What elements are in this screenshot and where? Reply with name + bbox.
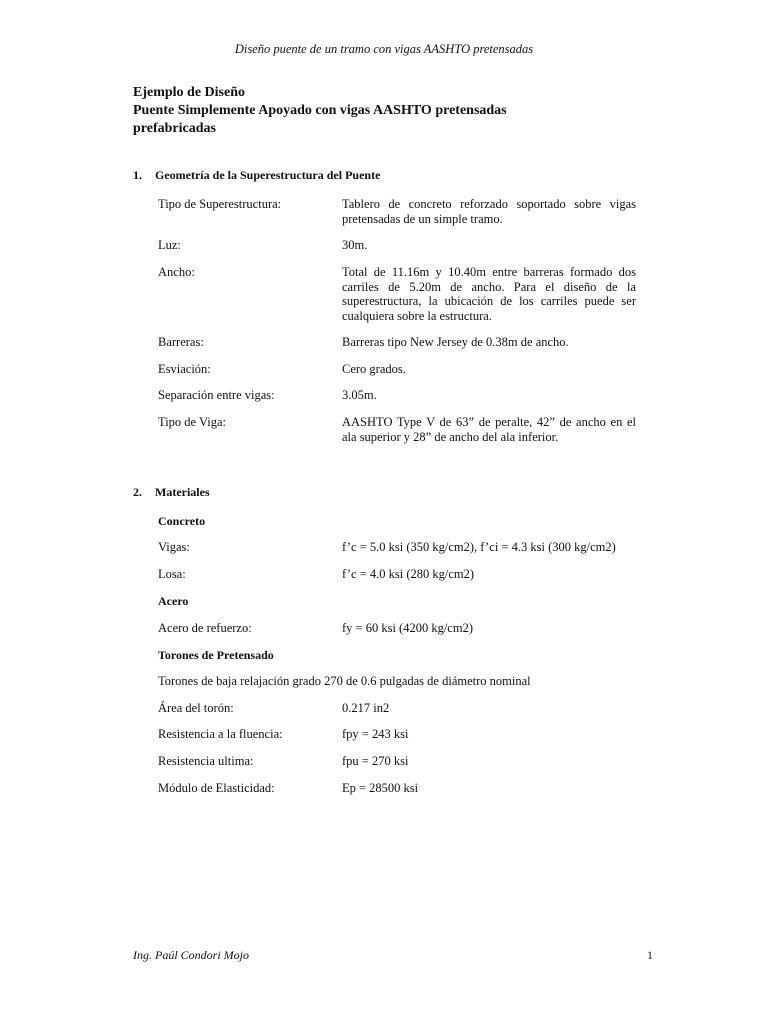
row-value: 3.05m.	[342, 388, 377, 402]
footer-author: Ing. Paúl Condori Mojo	[133, 948, 249, 962]
row-label: Tipo de Viga:	[158, 415, 227, 429]
row-label: Tipo de Superestructura:	[158, 197, 282, 211]
row-label: Área del torón:	[158, 701, 234, 715]
row-label: Resistencia a la fluencia:	[158, 727, 283, 741]
row-value: Ep = 28500 ksi	[342, 781, 419, 795]
row-value: 30m.	[342, 238, 368, 252]
row-label: Losa:	[158, 567, 186, 581]
row-label: Ancho:	[158, 265, 195, 279]
subheading-concreto: Concreto	[158, 514, 206, 528]
section-number: 2.	[133, 485, 142, 499]
row-label: Barreras:	[158, 335, 204, 349]
row-label: Resistencia ultima:	[158, 754, 254, 768]
row-value: Barreras tipo New Jersey de 0.38m de ancho.	[342, 335, 569, 349]
section-1-heading	[133, 168, 380, 183]
row-label: Separación entre vigas:	[158, 388, 275, 402]
document-title	[133, 84, 653, 138]
section-title: Materiales	[155, 485, 210, 499]
subheading-torones: Torones de Pretensado	[158, 648, 274, 662]
row-value: AASHTO Type V de 63” de peralte, 42” de ancho en el ala superior y 28” de ancho del ala inferior.	[342, 415, 636, 444]
section-2-heading	[133, 485, 210, 500]
row-value: fpu = 270 ksi	[342, 754, 409, 768]
row-value: f’c = 5.0 ksi (350 kg/cm2), f’ci = 4.3 ksi (300 kg/cm2)	[342, 540, 616, 554]
row-label: Módulo de Elasticidad:	[158, 781, 275, 795]
row-label: Luz:	[158, 238, 181, 252]
row-label: Esviación:	[158, 362, 211, 376]
row-value: Total de 11.16m y 10.40m entre barreras formado dos carriles de 5.20m de ancho. Para el diseño de la superestructura, la ubicación de los carriles puede ser cualquiera sobre la estructura.	[342, 265, 636, 323]
page-number: 1	[647, 948, 653, 962]
title-line-1: Ejemplo de Diseño	[133, 85, 245, 100]
row-label: Vigas:	[158, 540, 190, 554]
row-value: fpy = 243 ksi	[342, 727, 409, 741]
torones-description: Torones de baja relajación grado 270 de 0.6 pulgadas de diámetro nominal	[158, 674, 531, 688]
row-value: f’c = 4.0 ksi (280 kg/cm2)	[342, 567, 475, 581]
row-label: Acero de refuerzo:	[158, 621, 252, 635]
row-value: Cero grados.	[342, 362, 406, 376]
section-title: Geometría de la Superestructura del Puente	[155, 168, 381, 182]
row-value: Tablero de concreto reforzado soportado sobre vigas pretensadas de un simple tramo.	[342, 197, 636, 226]
title-line-3: prefabricadas	[133, 121, 216, 136]
row-value: fy = 60 ksi (4200 kg/cm2)	[342, 621, 473, 635]
section-number: 1.	[133, 168, 142, 182]
page-header: Diseño puente de un tramo con vigas AASHTO pretensadas	[234, 42, 534, 56]
row-value: 0.217 in2	[342, 701, 390, 715]
title-line-2: Puente Simplemente Apoyado con vigas AASHTO pretensadas	[133, 103, 507, 118]
subheading-acero: Acero	[158, 594, 189, 608]
